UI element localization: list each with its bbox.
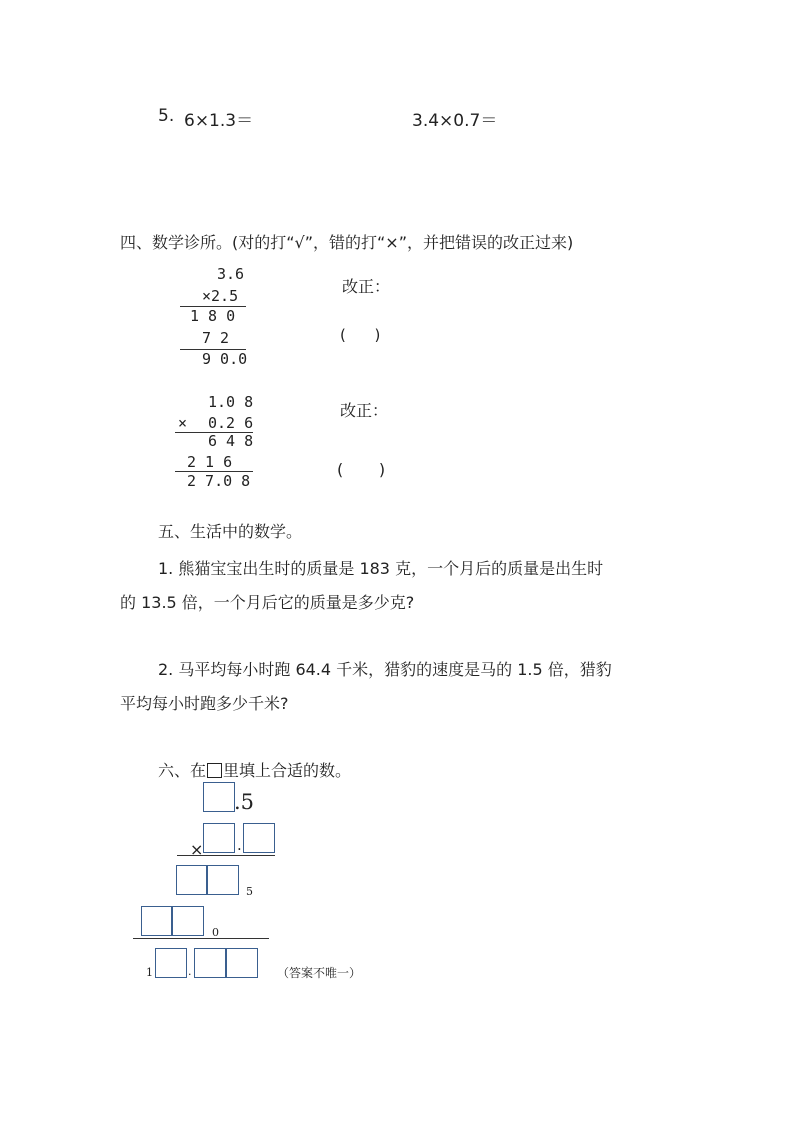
calc1-line1: 3.6 xyxy=(217,265,245,283)
blank-box-r4-1[interactable] xyxy=(141,906,172,936)
section-6-title xyxy=(158,758,351,781)
section-5-title: 五、生活中的数学。 xyxy=(158,522,303,541)
question-2-line-2: 平均每小时跑多少千米? xyxy=(120,694,289,713)
section-6-title-prefix: 六、在 xyxy=(158,761,207,780)
puzzle-rule-1 xyxy=(177,855,275,856)
calc1-line2: ×2.5 xyxy=(202,287,239,305)
blank-box-r3-2[interactable] xyxy=(207,865,239,895)
calc2-line5: 2 7.0 8 xyxy=(187,472,251,490)
blank-box-r5-1[interactable] xyxy=(155,948,187,978)
question-2-line-1: 2. 马平均每小时跑 64.4 千米，猎豹的速度是马的 1.5 倍，猎豹 xyxy=(158,660,612,679)
question-1-line-2: 的 13.5 倍，一个月后它的质量是多少克? xyxy=(120,593,415,612)
question-1-line-1: 1. 熊猫宝宝出生时的质量是 183 克，一个月后的质量是出生时 xyxy=(158,559,604,578)
blank-box-r2-1[interactable] xyxy=(203,823,235,853)
section-6-title-suffix: 里填上合适的数。 xyxy=(223,761,352,780)
row1-text: .5 xyxy=(234,790,255,814)
calc2-line2: 0.2 6 xyxy=(208,414,254,432)
blank-box-r5-3[interactable] xyxy=(226,948,258,978)
puzzle-rule-2 xyxy=(133,938,269,939)
row5-decimal-point: . xyxy=(188,965,192,978)
calc1-line4: 7 2 xyxy=(202,329,230,347)
blank-box-r5-2[interactable] xyxy=(194,948,226,978)
calc2-line1: 1.0 8 xyxy=(208,393,254,411)
inline-square-icon xyxy=(207,763,222,778)
correction-label-2: 改正： xyxy=(340,401,389,420)
expression-3.4x0.7: 3.4×0.7＝ xyxy=(412,111,498,131)
correction-label-1: 改正： xyxy=(342,277,391,296)
item-5-number: 5. xyxy=(158,106,175,126)
blank-box-r1-1[interactable] xyxy=(203,782,235,812)
expression-6x1.3: 6×1.3＝ xyxy=(184,111,254,131)
blank-box-r3-1[interactable] xyxy=(176,865,207,895)
calc2-line3: 6 4 8 xyxy=(208,432,254,450)
judge-paren-1[interactable]: ( ) xyxy=(340,326,381,344)
row3-digit: 5 xyxy=(246,885,253,898)
blank-box-r2-2[interactable] xyxy=(243,823,275,853)
section-4-title: 四、数学诊所。(对的打“√”，错的打“×”，并把错误的改正过来) xyxy=(120,233,574,252)
calc2-line4: 2 1 6 xyxy=(187,453,233,471)
blank-box-r4-2[interactable] xyxy=(172,906,204,936)
row2-multiply-sign: × xyxy=(190,840,204,859)
judge-paren-2[interactable]: ( ) xyxy=(337,460,386,479)
row2-decimal-point: . xyxy=(237,836,242,854)
calc1-line5: 9 0.0 xyxy=(202,350,248,368)
row5-leading-digit: 1 xyxy=(146,966,153,979)
calc1-line3: 1 8 0 xyxy=(190,307,236,325)
calc2-multiply-sign: × xyxy=(178,414,188,432)
answer-not-unique-note: （答案不唯一） xyxy=(277,966,362,980)
row4-digit: 0 xyxy=(212,926,219,939)
